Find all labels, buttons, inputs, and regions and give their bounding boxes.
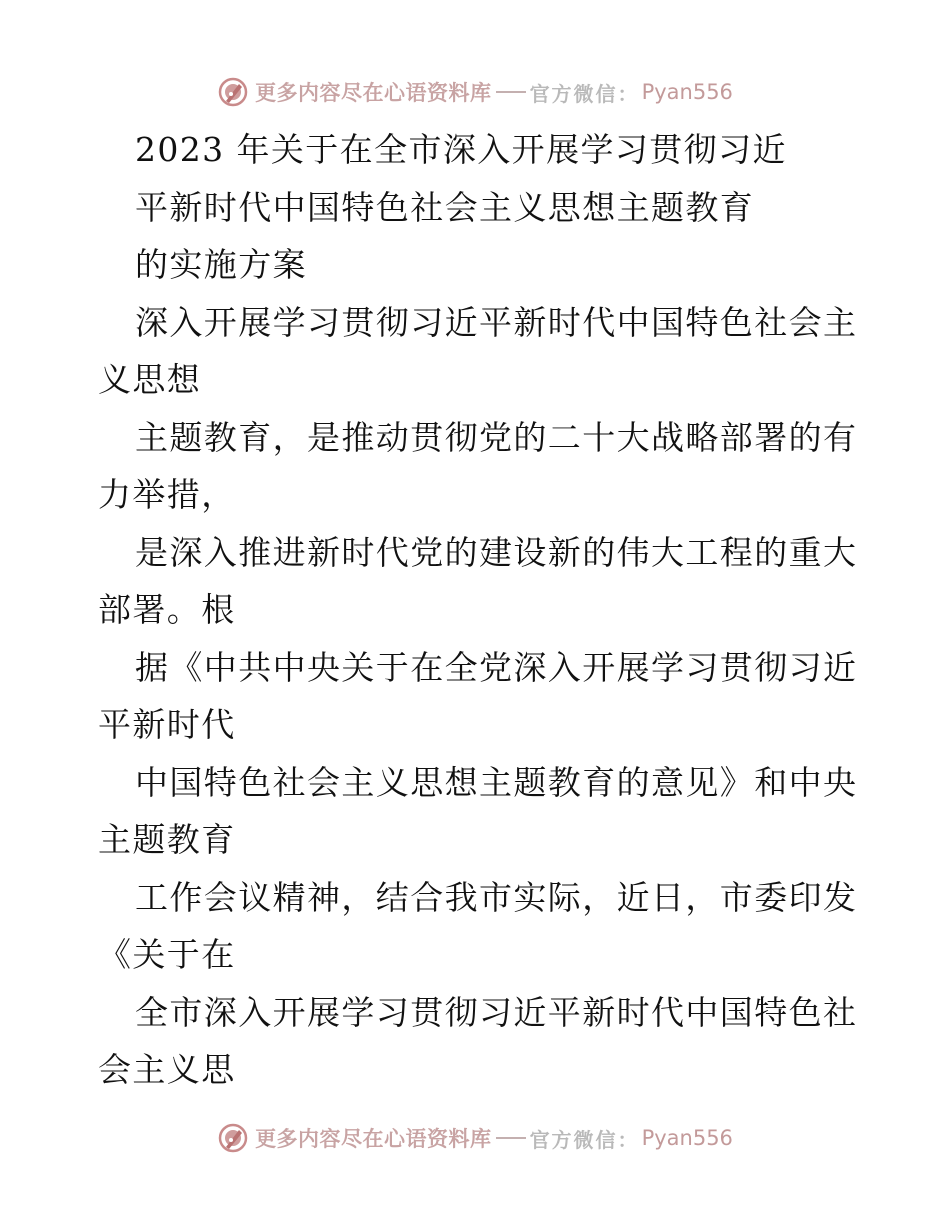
title-line: 平新时代中国特色社会主义思想主题教育 [135,187,755,227]
body-line: 中国特色社会主义思想主题教育的意见》和中央 [135,762,858,802]
pen-seal-logo-icon [217,76,249,108]
document-body [98,294,858,1099]
title-line: 的实施方案 [135,245,307,284]
body-line: 是深入推进新时代党的建设新的伟大工程的重大 [135,532,858,572]
body-line: 据《中共中央关于在全党深入开展学习贯彻习近 [135,647,858,687]
document-title [98,121,858,294]
body-line: 平新时代 [98,705,236,744]
banner-wechat-id: Pyan556 [641,1126,733,1150]
banner-wechat-id: Pyan556 [641,80,733,104]
body-line: 会主义思 [98,1050,236,1089]
title-line: 2023 年关于在全市深入开展学习贯彻习近 [135,130,787,169]
body-line: 义思想 [98,360,202,399]
body-line: 《关于在 [98,935,236,974]
footer-banner [0,1118,950,1158]
banner-official-label: 官方微信： [529,1127,640,1152]
banner-official-label: 官方微信： [529,81,640,106]
body-line: 主题教育 [98,820,236,859]
banner-text: 更多内容尽在心语资料库 [255,1126,492,1151]
body-line: 力举措， [98,475,236,514]
body-line: 全市深入开展学习贯彻习近平新时代中国特色社 [135,992,858,1032]
banner-separator [496,91,526,93]
body-line: 深入开展学习贯彻习近平新时代中国特色社会主 [135,302,858,342]
pen-seal-logo-icon [217,1122,249,1154]
body-line: 部署。根 [98,590,236,629]
header-banner [0,72,950,112]
body-line: 工作会议精神，结合我市实际，近日，市委印发 [135,877,858,917]
banner-separator [496,1137,526,1139]
banner-text: 更多内容尽在心语资料库 [255,80,492,105]
body-line: 主题教育，是推动贯彻党的二十大战略部署的有 [135,417,858,457]
document-content [98,121,858,1099]
